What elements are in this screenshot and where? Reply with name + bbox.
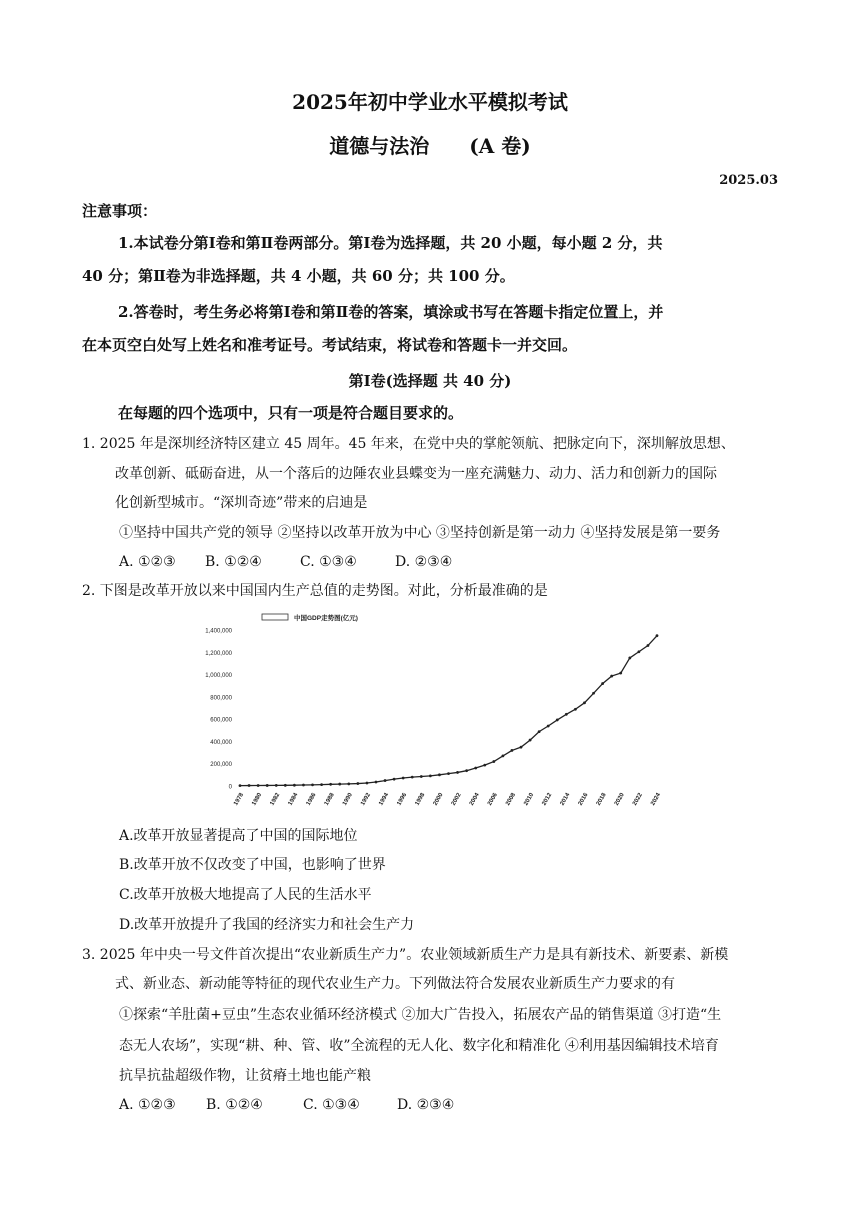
gdp-data-point	[257, 784, 260, 787]
x-tick-label: 1988	[323, 792, 336, 807]
gdp-chart-svg	[195, 610, 675, 820]
q1-option-a: A. ①②③	[119, 554, 176, 570]
x-tick-label: 2020	[613, 792, 626, 807]
legend-swatch	[262, 614, 288, 620]
x-tick-label: 1990	[341, 792, 354, 807]
q2-option-a: A.改革开放显著提高了中国的国际地位	[119, 828, 358, 844]
y-tick-label: 200,000	[210, 762, 232, 769]
gdp-data-point	[556, 719, 559, 722]
gdp-data-point	[411, 776, 414, 779]
x-tick-label: 2024	[650, 792, 663, 807]
legend-label: 中国GDP走势图(亿元)	[294, 615, 358, 622]
exam-date: 2025.03	[719, 173, 778, 188]
x-tick-label: 2008	[505, 792, 518, 807]
q1-line-2: 改革创新、砥砺奋进，从一个落后的边陲农业县蝶变为一座充满魅力、动力、活力和创新力的国际	[115, 466, 717, 482]
notice-item-1-line-2: 40 分；第Ⅱ卷为非选择题，共 4 小题，共 60 分；共 100 分。	[82, 267, 515, 285]
q3-option-b: B. ①②④	[206, 1097, 263, 1113]
gdp-data-point	[393, 778, 396, 781]
gdp-data-point	[447, 772, 450, 775]
x-tick-label: 2002	[450, 792, 463, 807]
y-tick-label: 800,000	[210, 695, 232, 702]
q3-option-a: A. ①②③	[119, 1097, 176, 1113]
x-tick-label: 1996	[396, 792, 409, 807]
y-tick-label: 1,000,000	[205, 673, 232, 680]
exam-subject-line	[0, 130, 860, 159]
gdp-data-point	[438, 773, 441, 776]
gdp-data-point	[628, 657, 631, 660]
subject-name: 道德与法治	[329, 134, 430, 158]
q1-option-b: B. ①②④	[205, 554, 262, 570]
q1-line-3: 化创新型城市。“深圳奇迹”带来的启迪是	[115, 495, 368, 511]
q2-option-c: C.改革开放极大地提高了人民的生活水平	[119, 887, 372, 903]
gdp-data-point	[266, 784, 269, 787]
notice-item-2-line-1: 2.答卷时，考生务必将第Ⅰ卷和第Ⅱ卷的答案，填涂或书写在答题卡指定位置上，并	[118, 303, 664, 321]
gdp-data-point	[592, 692, 595, 695]
gdp-data-point	[375, 781, 378, 784]
gdp-data-point	[320, 783, 323, 786]
gdp-data-point	[474, 767, 477, 770]
gdp-data-point	[456, 771, 459, 774]
q3-option-d: D. ②③④	[397, 1097, 455, 1113]
gdp-data-point	[311, 783, 314, 786]
x-tick-label: 2000	[432, 792, 445, 807]
gdp-data-point	[402, 777, 405, 780]
q2-line-1: 2. 下图是改革开放以来中国国内生产总值的走势图。对此，分析最准确的是	[82, 583, 548, 599]
q1-option-d: D. ②③④	[395, 554, 453, 570]
gdp-data-point	[501, 755, 504, 758]
gdp-data-point	[347, 782, 350, 785]
gdp-data-point	[483, 764, 486, 767]
x-tick-label: 1992	[360, 792, 372, 807]
gdp-data-point	[248, 784, 251, 787]
q2-option-b: B.改革开放不仅改变了中国，也影响了世界	[119, 857, 386, 873]
x-tick-label: 1980	[251, 792, 264, 807]
paper-version: (A 卷)	[469, 134, 531, 158]
gdp-data-point	[329, 783, 332, 786]
notice-item-1-line-1: 1.本试卷分第Ⅰ卷和第Ⅱ卷两部分。第Ⅰ卷为选择题，共 20 小题，每小题 2 分，共	[118, 234, 663, 252]
exam-title: 2025年初中学业水平模拟考试	[292, 90, 568, 114]
gdp-data-point	[293, 784, 296, 787]
gdp-data-point	[583, 701, 586, 704]
gdp-data-point	[647, 644, 650, 647]
gdp-data-point	[429, 775, 432, 778]
x-tick-label: 1982	[269, 792, 282, 807]
gdp-data-point	[619, 672, 622, 675]
gdp-data-point	[610, 675, 613, 678]
x-tick-label: 2004	[468, 792, 481, 807]
gdp-data-point	[338, 783, 341, 786]
gdp-data-point	[601, 682, 604, 685]
gdp-data-point	[275, 784, 278, 787]
gdp-data-point	[492, 760, 495, 763]
x-tick-label: 1978	[233, 792, 246, 807]
notice-item-2-line-2: 在本页空白处写上姓名和准考证号。考试结束，将试卷和答题卡一并交回。	[82, 336, 578, 354]
q3-option-c: C. ①③④	[303, 1097, 360, 1113]
y-tick-label: 1,400,000	[205, 628, 232, 635]
q3-statements-line-3: 抗旱抗盐超级作物，让贫瘠土地也能产粮	[119, 1068, 371, 1084]
x-tick-label: 2010	[523, 792, 536, 807]
q1-line-1: 1. 2025 年是深圳经济特区建立 45 周年。45 年来，在党中央的掌舵领航、把脉定向下，深圳解放思想、	[82, 436, 735, 452]
q3-line-1: 3. 2025 年中央一号文件首次提出“农业新质生产力”。农业领域新质生产力是具有新技术、新要素、新模	[82, 947, 729, 963]
gdp-data-point	[520, 746, 523, 749]
x-tick-label: 2006	[487, 792, 499, 807]
q1-statements: ①坚持中国共产党的领导 ②坚持以改革开放为中心 ③坚持创新是第一动力 ④坚持发展是第一要务	[119, 525, 721, 541]
gdp-data-point	[302, 784, 305, 787]
x-tick-label: 1984	[287, 792, 300, 807]
gdp-data-point	[637, 650, 640, 653]
gdp-data-point	[356, 782, 359, 785]
y-tick-label: 400,000	[210, 739, 232, 746]
x-tick-label: 1994	[378, 792, 391, 807]
section-instruction: 在每题的四个选项中，只有一项是符合题目要求的。	[118, 404, 464, 422]
section-title: 第Ⅰ卷(选择题 共 40 分)	[348, 372, 512, 390]
gdp-data-point	[420, 775, 423, 778]
gdp-series-line	[240, 636, 657, 786]
gdp-data-point	[465, 769, 468, 772]
x-tick-label: 1998	[414, 792, 427, 807]
gdp-data-point	[511, 749, 514, 752]
gdp-data-point	[574, 708, 577, 711]
gdp-data-point	[565, 713, 568, 716]
gdp-data-point	[547, 725, 550, 728]
gdp-chart	[195, 610, 675, 820]
q3-line-2: 式、新业态、新动能等特征的现代农业生产力。下列做法符合发展农业新质生产力要求的有	[115, 976, 675, 992]
q3-statements-line-1: ①探索“羊肚菌+豆虫”生态农业循环经济模式 ②加大广告投入，拓展农产品的销售渠道 ③打造“生	[119, 1007, 722, 1023]
gdp-data-point	[656, 634, 659, 637]
notice-heading: 注意事项：	[82, 202, 158, 220]
y-tick-label: 0	[228, 784, 232, 791]
x-tick-label: 2016	[577, 792, 590, 807]
q2-option-d: D.改革开放提升了我国的经济实力和社会生产力	[119, 917, 415, 933]
y-tick-label: 600,000	[210, 717, 232, 724]
gdp-data-point	[384, 779, 387, 782]
gdp-data-point	[284, 784, 287, 787]
q1-option-c: C. ①③④	[300, 554, 357, 570]
gdp-data-point	[529, 739, 532, 742]
x-tick-label: 2014	[559, 792, 572, 807]
gdp-data-point	[366, 782, 369, 785]
x-tick-label: 1986	[305, 792, 318, 807]
q3-statements-line-2: 态无人农场”，实现“耕、种、管、收”全流程的无人化、数字化和精准化 ④利用基因编辑技术培育	[119, 1038, 719, 1054]
x-tick-label: 2012	[541, 792, 554, 807]
x-tick-label: 2022	[632, 792, 644, 807]
gdp-data-point	[538, 730, 541, 733]
y-tick-label: 1,200,000	[205, 650, 232, 657]
gdp-data-point	[239, 784, 242, 787]
x-tick-label: 2018	[595, 792, 608, 807]
